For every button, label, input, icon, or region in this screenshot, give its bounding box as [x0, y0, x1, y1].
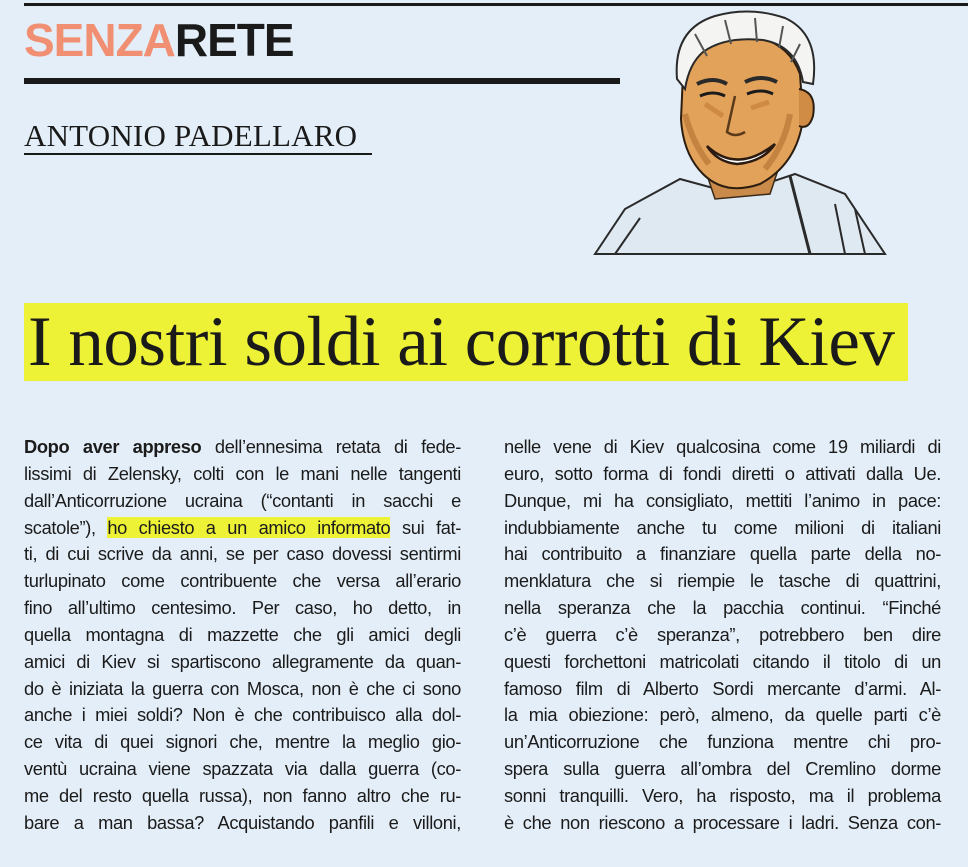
article-line [504, 461, 941, 488]
article-text: nelle vene di Kiev qualcosina come 19 miliardi di [504, 436, 941, 457]
article-text: menklatura che si riempie le tasche di quattrini, [504, 570, 941, 592]
article-text: ce vita di quei signori che, mentre la meglio gio- [24, 731, 461, 753]
author-portrait-illustration [585, 4, 905, 256]
article-text: spera sulla guerra all’ombra del Cremlino dorme [504, 758, 941, 780]
article-line [504, 515, 941, 542]
article-line [504, 541, 941, 568]
article-line [504, 434, 941, 461]
article-line [504, 568, 941, 595]
article-line [504, 702, 941, 729]
column-title [24, 12, 294, 68]
article-text: Dunque, mi ha consigliato, mettiti l’animo in pace: [504, 489, 941, 511]
article-line [504, 676, 941, 703]
article-text: hai contribuito a finanziare quella parte della no- [504, 543, 941, 565]
article-text: turlupinato come contribuente che versa all’erario [24, 570, 461, 592]
article-line [24, 434, 461, 461]
article-text: ti, di cui scrive da anni, se per caso dovessi sentirmi [24, 543, 461, 565]
article-text: sonni tranquilli. Vero, ha risposto, ma il problema [504, 784, 941, 806]
article-text: indubbiamente anche tu come milioni di italiani [504, 516, 941, 538]
headline [24, 298, 908, 386]
article-text: ventù ucraina viene spazzata via dalla guerra (co- [24, 758, 461, 780]
article-text: bare a man bassa? Acquistando panfili e villoni, [24, 811, 461, 833]
article-text: è che non riescono a processare i ladri. Senza con- [504, 811, 941, 833]
headline-text: I nostri soldi ai corrotti di Kiev [24, 303, 908, 381]
article-text: dell’ennesima retata di fede- [201, 436, 461, 457]
article-line [504, 756, 941, 783]
article-text: dall’Anticorruzione ucraina (“contanti in sacchi e [24, 489, 461, 511]
article-line [24, 461, 461, 488]
article-text: anche i miei soldi? Non è che contribuisco alla dol- [24, 704, 461, 726]
article-text: amici di Kiev si spartiscono allegramente da quan- [24, 650, 461, 672]
author-underline [24, 153, 372, 155]
article-text: lissimi di Zelensky, colti con le mani nelle tangenti [24, 462, 461, 484]
article-line [24, 783, 461, 810]
article-line [504, 783, 941, 810]
column-title-part2: RETE [174, 14, 294, 66]
article-text: c’è guerra c’è speranza”, potrebbero ben dire [504, 623, 941, 645]
article-column-right [504, 434, 941, 837]
article-line [24, 488, 461, 515]
article-text: fino all’ultimo centesimo. Per caso, ho detto, in [24, 597, 461, 619]
article-line [24, 702, 461, 729]
article-lead-in: Dopo aver appreso [24, 436, 202, 457]
article-line [24, 515, 461, 542]
article-text: sui fat- [390, 516, 461, 538]
article-line [24, 541, 461, 568]
article-line [504, 622, 941, 649]
article-text: do è iniziata la guerra con Mosca, non è che ci sono [24, 677, 461, 699]
article-text: quella montagna di mazzette che gli amici degli [24, 623, 461, 645]
article-line [24, 810, 461, 837]
article-line [24, 756, 461, 783]
article-line [504, 488, 941, 515]
article-line [24, 595, 461, 622]
article-line [24, 568, 461, 595]
article-text: famoso film di Alberto Sordi mercante d’armi. Al- [504, 677, 941, 699]
article-line [504, 595, 941, 622]
article-line [504, 729, 941, 756]
column-title-part1: SENZA [24, 14, 175, 66]
article-text: me del resto quella russa), non fanno altro che ru- [24, 784, 461, 806]
article-text: la mia obiezione: però, almeno, da quelle parti c’è [504, 704, 941, 726]
article-text: questi forchettoni matricolati citando il titolo di un [504, 650, 941, 672]
article-line [24, 729, 461, 756]
article-text: nella speranza che la pacchia continui. “Finché [504, 597, 941, 619]
highlighted-phrase: ho chiesto a un amico informato [107, 516, 391, 538]
article-text: euro, sotto forma di fondi diretti o attivati dalla Ue. [504, 462, 941, 484]
article-line [24, 649, 461, 676]
article-text: scatole”), [24, 516, 108, 538]
article-line [504, 810, 941, 837]
article-line [504, 649, 941, 676]
article-line [24, 676, 461, 703]
column-title-rule [24, 78, 620, 84]
article-line [24, 622, 461, 649]
article-column-left [24, 434, 461, 837]
article-text: un’Anticorruzione che funziona mentre chi pro- [504, 731, 941, 753]
author-byline: ANTONIO PADELLARO [24, 118, 358, 153]
